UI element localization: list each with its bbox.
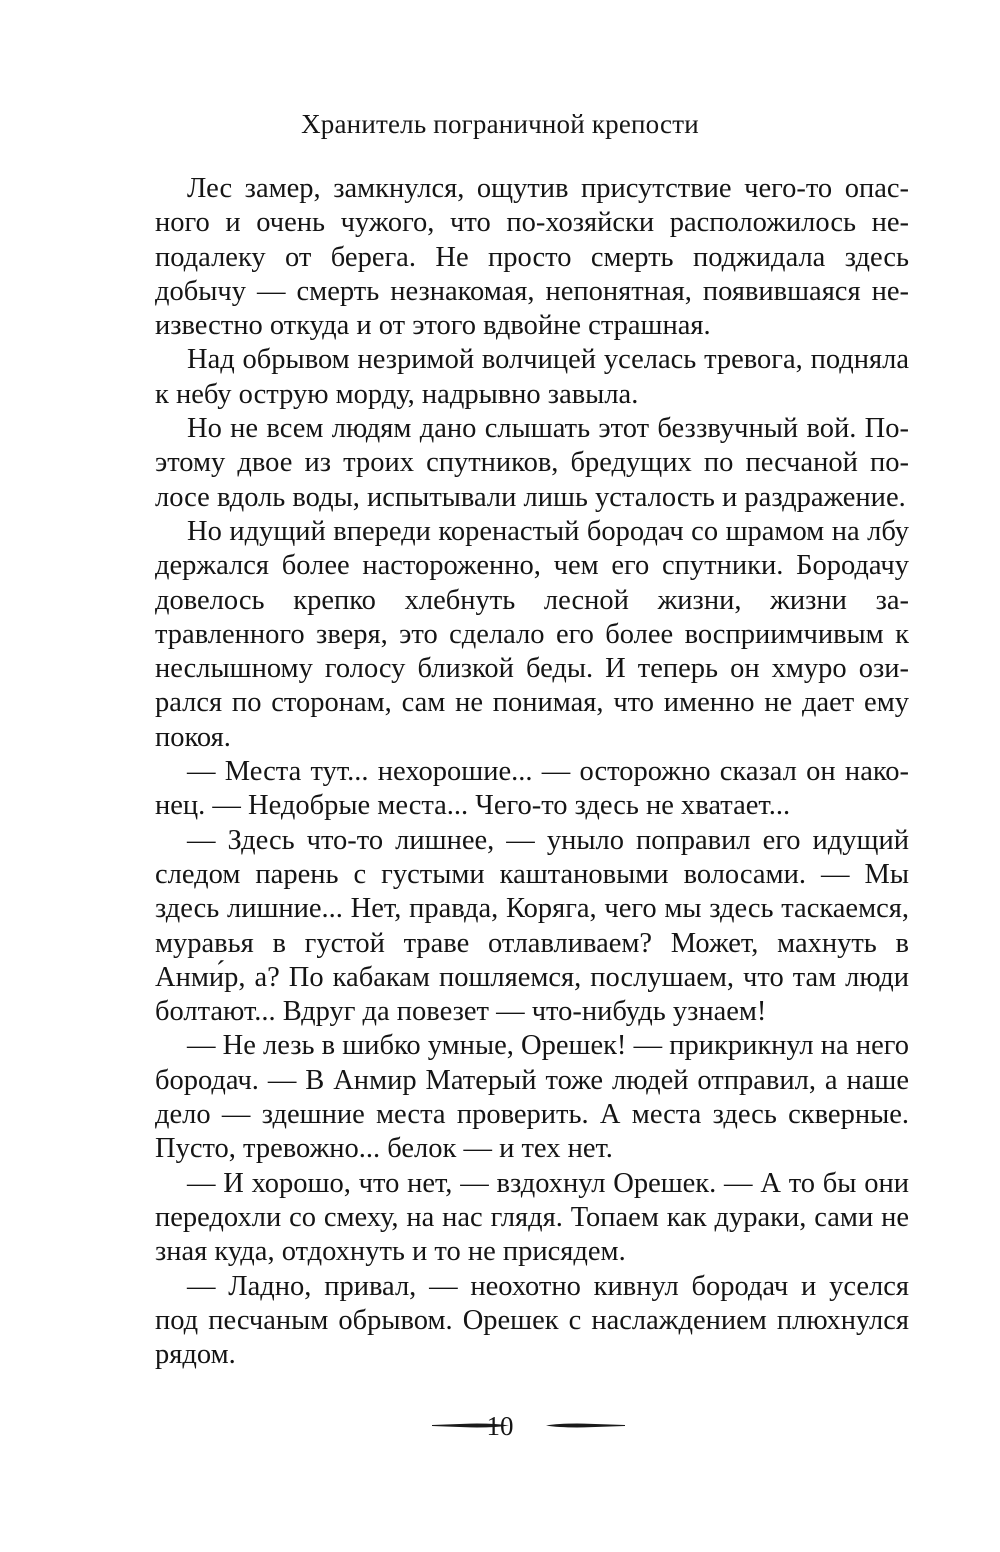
paragraph: — Места тут... нехорошие... — осторожно сказал он наконец. — Недобрые места... Чего-то здесь не хватает...: [155, 756, 909, 822]
paragraph: Но не всем людям дано слышать этот беззвучный вой. Поэтому двое из троих спутников, бредущих по песчаной полосе вдоль воды, испытывали лишь усталость и раздражение.: [155, 413, 909, 513]
page-footer: [0, 1406, 1000, 1446]
paragraph: — Ладно, привал, — неохотно кивнул бородач и уселся под песчаным обрывом. Орешек с наслаждением плюхнулся рядом.: [155, 1270, 909, 1371]
paragraph: — Не лезь в шибко умные, Орешек! — прикрикнул на него бородач. — В Анмир Матерый тоже людей отправил, а наше дело — здешние места проверить. А места здесь скверные. Пусто, тревожно... белок — и тех нет.: [155, 1030, 909, 1165]
right-ornament-line: [546, 1424, 625, 1428]
paragraph: Лес замер, замкнулся, ощутив присутствие чего-то опасного и очень чужого, что по-хозяйски расположилось неподалеку от берега. Не просто смерть поджидала здесь добычу — смерть незнакомая, непонятная, появившаяся неизвестно откуда и от этого вдвойне страшная.: [155, 173, 909, 342]
paragraph: — И хорошо, что нет, — вздохнул Орешек. — А то бы они передохли со смеху, на нас глядя. Топаем как дураки, сами не зная куда, отдохнуть и то не присядем.: [155, 1167, 909, 1268]
paragraph: Но идущий впереди коренастый бородач со шрамом на лбу держался более настороженно, чем его спутники. Бородачу довелось крепко хлебнуть лесной жизни, жизни затравленного зверя, это сделало его более восприимчивым к неслышному голосу близкой беды. И теперь он хмуро озирался по сторонам, сам не понимая, что именно не дает ему покоя.: [155, 515, 909, 753]
body-text: [155, 172, 909, 1372]
paragraph: — Здесь что-то лишнее, — уныло поправил его идущий следом парень с густыми каштановыми волосами. — Мы здесь лишние... Нет, правда, Коряга, чего мы здесь таскаемся, муравья в густой траве отлавливаем? Может, махнуть в Анми́р, а? По кабакам пошляемся, послушаем, что там люди болтают... Вдруг да повезет — что-нибудь узнаем!: [155, 824, 909, 1028]
page-number: 10: [486, 1411, 514, 1441]
paragraph: Над обрывом незримой волчицей уселась тревога, подняла к небу острую морду, надрывно завыла.: [155, 344, 909, 410]
running-title: Хранитель пограничной крепости: [301, 109, 699, 139]
